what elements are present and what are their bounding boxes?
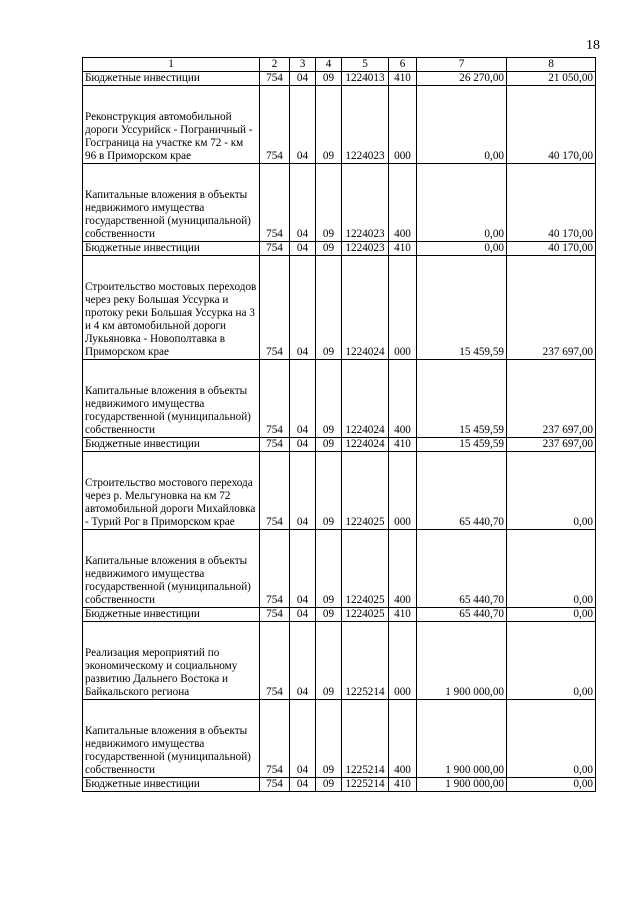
target-article-code: 1224024 xyxy=(342,360,389,438)
column-header: 7 xyxy=(417,58,507,72)
subsection-code: 09 xyxy=(316,452,342,530)
section-code: 04 xyxy=(290,242,316,256)
item-name: Бюджетные инвестиции xyxy=(83,438,260,452)
table-row xyxy=(83,622,596,700)
expense-type-code: 400 xyxy=(389,530,417,608)
ministry-code: 754 xyxy=(260,608,290,622)
ministry-code: 754 xyxy=(260,778,290,792)
item-name: Капитальные вложения в объекты недвижимого имущества государственной (муниципальной) собственности xyxy=(83,700,260,778)
subsection-code: 09 xyxy=(316,256,342,360)
amount-col7: 1 900 000,00 xyxy=(417,778,507,792)
subsection-code: 09 xyxy=(316,778,342,792)
item-name: Капитальные вложения в объекты недвижимого имущества государственной (муниципальной) собственности xyxy=(83,164,260,242)
item-name: Капитальные вложения в объекты недвижимого имущества государственной (муниципальной) собственности xyxy=(83,530,260,608)
expense-type-code: 400 xyxy=(389,360,417,438)
table-row xyxy=(83,700,596,778)
amount-col7: 15 459,59 xyxy=(417,438,507,452)
table-row xyxy=(83,256,596,360)
expense-type-code: 410 xyxy=(389,72,417,86)
ministry-code: 754 xyxy=(260,438,290,452)
amount-col8: 40 170,00 xyxy=(507,86,596,164)
target-article-code: 1224023 xyxy=(342,242,389,256)
expense-type-code: 400 xyxy=(389,700,417,778)
target-article-code: 1224024 xyxy=(342,438,389,452)
expense-type-code: 000 xyxy=(389,86,417,164)
amount-col7: 0,00 xyxy=(417,242,507,256)
amount-col7: 1 900 000,00 xyxy=(417,700,507,778)
item-name: Бюджетные инвестиции xyxy=(83,242,260,256)
column-header: 1 xyxy=(83,58,260,72)
table-row xyxy=(83,438,596,452)
section-code: 04 xyxy=(290,700,316,778)
table-row xyxy=(83,360,596,438)
column-header: 3 xyxy=(290,58,316,72)
item-name: Реализация мероприятий по экономическому и социальному развитию Дальнего Востока и Байкальского региона xyxy=(83,622,260,700)
ministry-code: 754 xyxy=(260,86,290,164)
amount-col7: 0,00 xyxy=(417,86,507,164)
target-article-code: 1225214 xyxy=(342,700,389,778)
amount-col8: 0,00 xyxy=(507,530,596,608)
target-article-code: 1224023 xyxy=(342,86,389,164)
amount-col7: 65 440,70 xyxy=(417,452,507,530)
expense-type-code: 000 xyxy=(389,256,417,360)
ministry-code: 754 xyxy=(260,452,290,530)
amount-col7: 0,00 xyxy=(417,164,507,242)
amount-col8: 0,00 xyxy=(507,778,596,792)
section-code: 04 xyxy=(290,86,316,164)
amount-col8: 0,00 xyxy=(507,608,596,622)
subsection-code: 09 xyxy=(316,622,342,700)
amount-col8: 40 170,00 xyxy=(507,242,596,256)
target-article-code: 1224025 xyxy=(342,530,389,608)
item-name: Бюджетные инвестиции xyxy=(83,72,260,86)
target-article-code: 1225214 xyxy=(342,622,389,700)
target-article-code: 1224023 xyxy=(342,164,389,242)
column-header: 4 xyxy=(316,58,342,72)
expense-type-code: 000 xyxy=(389,452,417,530)
section-code: 04 xyxy=(290,256,316,360)
target-article-code: 1225214 xyxy=(342,778,389,792)
expense-type-code: 000 xyxy=(389,622,417,700)
ministry-code: 754 xyxy=(260,72,290,86)
table-row xyxy=(83,778,596,792)
item-name: Строительство мостового перехода через р. Мельгуновка на км 72 автомобильной дороги Михайловка - Турий Рог в Приморском крае xyxy=(83,452,260,530)
page-number: 18 xyxy=(586,38,600,53)
amount-col8: 21 050,00 xyxy=(507,72,596,86)
item-name: Бюджетные инвестиции xyxy=(83,778,260,792)
subsection-code: 09 xyxy=(316,700,342,778)
amount-col8: 0,00 xyxy=(507,452,596,530)
amount-col7: 15 459,59 xyxy=(417,256,507,360)
expense-type-code: 400 xyxy=(389,164,417,242)
target-article-code: 1224024 xyxy=(342,256,389,360)
amount-col8: 40 170,00 xyxy=(507,164,596,242)
subsection-code: 09 xyxy=(316,86,342,164)
table-row xyxy=(83,452,596,530)
target-article-code: 1224025 xyxy=(342,608,389,622)
ministry-code: 754 xyxy=(260,530,290,608)
column-header: 2 xyxy=(260,58,290,72)
section-code: 04 xyxy=(290,778,316,792)
ministry-code: 754 xyxy=(260,242,290,256)
section-code: 04 xyxy=(290,438,316,452)
amount-col7: 65 440,70 xyxy=(417,608,507,622)
table-row xyxy=(83,72,596,86)
item-name: Реконструкция автомобильной дороги Уссурийск - Пограничный - Госграница на участке км 72 - км 96 в Приморском крае xyxy=(83,86,260,164)
section-code: 04 xyxy=(290,608,316,622)
expense-type-code: 410 xyxy=(389,242,417,256)
target-article-code: 1224013 xyxy=(342,72,389,86)
section-code: 04 xyxy=(290,452,316,530)
amount-col7: 65 440,70 xyxy=(417,530,507,608)
ministry-code: 754 xyxy=(260,622,290,700)
column-header: 5 xyxy=(342,58,389,72)
amount-col8: 237 697,00 xyxy=(507,360,596,438)
expense-type-code: 410 xyxy=(389,778,417,792)
amount-col8: 0,00 xyxy=(507,622,596,700)
section-code: 04 xyxy=(290,530,316,608)
subsection-code: 09 xyxy=(316,530,342,608)
target-article-code: 1224025 xyxy=(342,452,389,530)
item-name: Капитальные вложения в объекты недвижимого имущества государственной (муниципальной) собственности xyxy=(83,360,260,438)
amount-col7: 26 270,00 xyxy=(417,72,507,86)
amount-col8: 237 697,00 xyxy=(507,256,596,360)
column-header: 6 xyxy=(389,58,417,72)
column-header: 8 xyxy=(507,58,596,72)
table-row xyxy=(83,86,596,164)
ministry-code: 754 xyxy=(260,360,290,438)
subsection-code: 09 xyxy=(316,608,342,622)
expense-type-code: 410 xyxy=(389,438,417,452)
amount-col8: 0,00 xyxy=(507,700,596,778)
section-code: 04 xyxy=(290,72,316,86)
subsection-code: 09 xyxy=(316,242,342,256)
section-code: 04 xyxy=(290,622,316,700)
ministry-code: 754 xyxy=(260,256,290,360)
ministry-code: 754 xyxy=(260,700,290,778)
subsection-code: 09 xyxy=(316,438,342,452)
section-code: 04 xyxy=(290,360,316,438)
table-row xyxy=(83,608,596,622)
expense-type-code: 410 xyxy=(389,608,417,622)
subsection-code: 09 xyxy=(316,72,342,86)
amount-col8: 237 697,00 xyxy=(507,438,596,452)
table-row xyxy=(83,242,596,256)
table-row xyxy=(83,164,596,242)
amount-col7: 15 459,59 xyxy=(417,360,507,438)
subsection-code: 09 xyxy=(316,164,342,242)
item-name: Строительство мостовых переходов через реку Большая Уссурка и протоку реки Большая Уссурка на 3 и 4 км автомобильной дороги Лукьяновка - Новополтавка в Приморском крае xyxy=(83,256,260,360)
ministry-code: 754 xyxy=(260,164,290,242)
subsection-code: 09 xyxy=(316,360,342,438)
amount-col7: 1 900 000,00 xyxy=(417,622,507,700)
budget-table xyxy=(82,57,596,792)
table-row xyxy=(83,530,596,608)
section-code: 04 xyxy=(290,164,316,242)
header-row xyxy=(83,58,596,72)
item-name: Бюджетные инвестиции xyxy=(83,608,260,622)
